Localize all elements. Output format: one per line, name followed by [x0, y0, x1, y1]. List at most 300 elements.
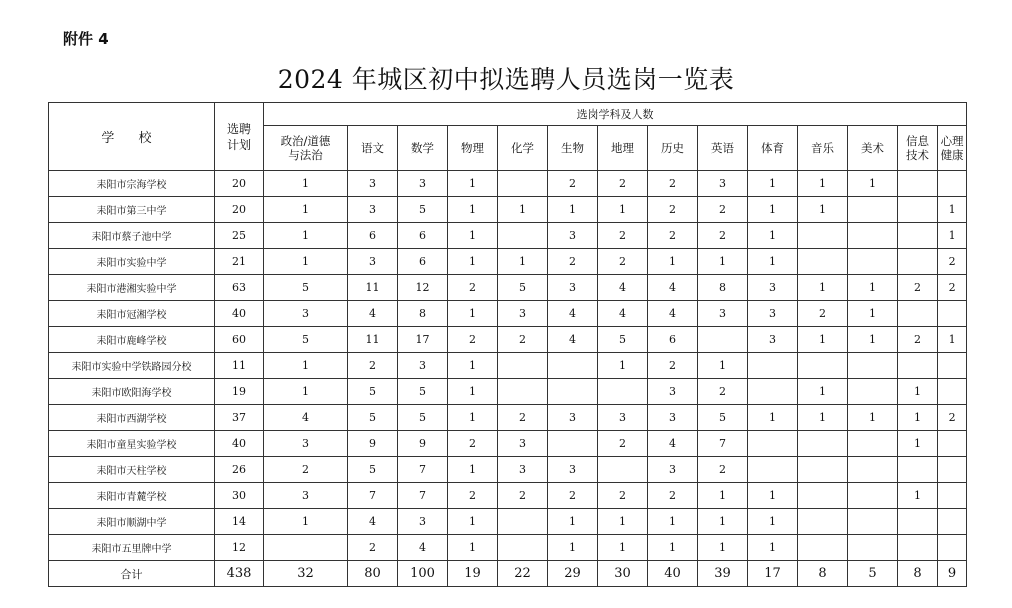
subject-count-cell: 1	[798, 171, 848, 197]
subject-count-cell: 5	[264, 327, 348, 353]
school-name-cell: 耒阳市第三中学	[49, 197, 215, 223]
total-count-cell: 100	[398, 561, 448, 587]
subject-count-cell: 6	[648, 327, 698, 353]
subject-count-cell: 3	[748, 301, 798, 327]
subject-count-cell	[498, 223, 548, 249]
subject-count-cell: 2	[598, 171, 648, 197]
subject-count-cell: 1	[264, 509, 348, 535]
subject-count-cell: 2	[648, 171, 698, 197]
school-name-cell: 耒阳市西湖学校	[49, 405, 215, 431]
subject-count-cell: 3	[748, 275, 798, 301]
subject-count-cell: 3	[498, 301, 548, 327]
subject-count-cell	[848, 457, 898, 483]
total-count-cell: 29	[548, 561, 598, 587]
subject-count-cell	[938, 171, 967, 197]
subject-count-cell	[848, 197, 898, 223]
total-count-cell: 9	[938, 561, 967, 587]
plan-count-cell: 63	[215, 275, 264, 301]
subject-count-cell: 4	[598, 301, 648, 327]
subject-count-cell	[498, 379, 548, 405]
plan-count-cell: 40	[215, 431, 264, 457]
total-label-cell: 合计	[49, 561, 215, 587]
plan-count-cell: 14	[215, 509, 264, 535]
total-count-cell: 30	[598, 561, 648, 587]
subject-count-cell: 1	[448, 509, 498, 535]
subject-count-cell	[898, 535, 938, 561]
plan-count-cell: 25	[215, 223, 264, 249]
subject-count-cell: 3	[264, 431, 348, 457]
subject-count-cell: 7	[348, 483, 398, 509]
header-subject	[848, 126, 898, 171]
total-count-cell: 22	[498, 561, 548, 587]
table-row	[49, 509, 967, 535]
subject-count-cell: 6	[398, 249, 448, 275]
subject-count-cell	[848, 535, 898, 561]
subject-count-cell: 2	[898, 275, 938, 301]
subject-count-cell	[498, 171, 548, 197]
subject-count-cell	[548, 379, 598, 405]
subject-count-cell: 1	[798, 327, 848, 353]
subject-count-cell: 1	[264, 197, 348, 223]
subject-count-cell: 2	[498, 483, 548, 509]
subject-count-cell: 1	[598, 509, 648, 535]
subject-count-cell: 4	[348, 301, 398, 327]
plan-count-cell: 26	[215, 457, 264, 483]
subject-count-cell: 3	[498, 431, 548, 457]
subject-count-cell: 1	[548, 509, 598, 535]
subject-count-cell: 4	[398, 535, 448, 561]
subject-count-cell	[498, 535, 548, 561]
subject-count-cell: 3	[348, 197, 398, 223]
subject-count-cell: 1	[264, 353, 348, 379]
subject-count-cell: 1	[598, 197, 648, 223]
subject-count-cell: 5	[264, 275, 348, 301]
school-name-cell: 耒阳市冠湘学校	[49, 301, 215, 327]
subject-count-cell: 2	[698, 379, 748, 405]
table-row	[49, 483, 967, 509]
subject-count-cell: 2	[898, 327, 938, 353]
subject-count-cell: 1	[848, 327, 898, 353]
header-subject	[748, 126, 798, 171]
plan-count-cell: 30	[215, 483, 264, 509]
header-subject-line1: 信息	[906, 134, 929, 148]
subject-count-cell	[748, 379, 798, 405]
subject-count-cell: 3	[698, 171, 748, 197]
header-subject	[598, 126, 648, 171]
subject-count-cell: 4	[598, 275, 648, 301]
subject-count-cell	[938, 431, 967, 457]
subject-count-cell: 1	[748, 483, 798, 509]
subject-count-cell: 2	[548, 483, 598, 509]
subject-count-cell	[798, 431, 848, 457]
subject-count-cell: 3	[398, 353, 448, 379]
subject-count-cell: 1	[548, 535, 598, 561]
subject-count-cell: 5	[498, 275, 548, 301]
subject-count-cell	[798, 509, 848, 535]
header-subject	[398, 126, 448, 171]
header-subject-line2: 健康	[940, 148, 964, 162]
header-subject-line1: 政治/道德	[280, 134, 331, 148]
table-row	[49, 197, 967, 223]
subject-count-cell: 1	[748, 405, 798, 431]
subject-count-cell	[264, 535, 348, 561]
subject-count-cell: 1	[848, 301, 898, 327]
header-subject	[938, 126, 967, 171]
subject-count-cell: 3	[648, 405, 698, 431]
subject-count-cell: 2	[598, 249, 648, 275]
subject-count-cell: 5	[348, 379, 398, 405]
subject-count-cell	[938, 457, 967, 483]
header-subject	[448, 126, 498, 171]
subject-count-cell: 1	[448, 405, 498, 431]
table-row	[49, 431, 967, 457]
subject-count-cell: 1	[264, 223, 348, 249]
subject-count-cell: 1	[698, 509, 748, 535]
subject-count-cell: 3	[648, 457, 698, 483]
school-name-cell: 耒阳市五里牌中学	[49, 535, 215, 561]
subject-count-cell: 11	[348, 275, 398, 301]
header-subject	[798, 126, 848, 171]
subject-count-cell	[938, 509, 967, 535]
school-name-cell: 耒阳市鹿峰学校	[49, 327, 215, 353]
subject-count-cell: 3	[398, 171, 448, 197]
subject-count-cell: 1	[748, 223, 798, 249]
subject-count-cell: 1	[448, 223, 498, 249]
school-name-cell: 耒阳市欧阳海学校	[49, 379, 215, 405]
subject-count-cell: 2	[264, 457, 348, 483]
subject-count-cell	[548, 353, 598, 379]
subject-count-cell: 4	[348, 509, 398, 535]
plan-count-cell: 19	[215, 379, 264, 405]
total-count-cell: 5	[848, 561, 898, 587]
table-row	[49, 379, 967, 405]
total-count-cell: 8	[898, 561, 938, 587]
header-subject-line1: 美术	[861, 141, 884, 155]
header-subject	[264, 126, 348, 171]
subject-count-cell: 3	[548, 223, 598, 249]
subject-count-cell: 4	[264, 405, 348, 431]
subject-count-cell: 12	[398, 275, 448, 301]
subject-count-cell	[848, 223, 898, 249]
subject-count-cell: 1	[448, 171, 498, 197]
subject-count-cell: 1	[448, 301, 498, 327]
total-count-cell: 40	[648, 561, 698, 587]
subject-count-cell	[498, 353, 548, 379]
subject-count-cell: 7	[398, 457, 448, 483]
subject-count-cell: 2	[648, 197, 698, 223]
subject-count-cell	[848, 509, 898, 535]
subject-count-cell	[798, 353, 848, 379]
subject-count-cell	[898, 509, 938, 535]
subject-count-cell: 1	[448, 197, 498, 223]
subject-count-cell: 2	[548, 249, 598, 275]
subject-count-cell: 9	[398, 431, 448, 457]
header-subject-line1: 体育	[761, 141, 784, 155]
table-row	[49, 353, 967, 379]
subject-count-cell: 3	[264, 483, 348, 509]
header-subject-line1: 化学	[511, 141, 534, 155]
subject-count-cell: 1	[938, 327, 967, 353]
subject-count-cell	[848, 379, 898, 405]
subject-count-cell: 1	[448, 535, 498, 561]
subject-count-cell: 1	[264, 249, 348, 275]
header-subject-group: 选岗学科及人数	[264, 103, 967, 126]
header-subject-line1: 历史	[661, 141, 684, 155]
subject-count-cell: 2	[648, 483, 698, 509]
subject-count-cell: 3	[648, 379, 698, 405]
school-name-cell: 耒阳市蔡子池中学	[49, 223, 215, 249]
subject-count-cell: 2	[348, 353, 398, 379]
total-row	[49, 561, 967, 587]
subject-count-cell: 8	[398, 301, 448, 327]
subject-count-cell	[898, 353, 938, 379]
school-name-cell: 耒阳市宗海学校	[49, 171, 215, 197]
subject-count-cell: 5	[398, 197, 448, 223]
header-plan-line2: 计划	[226, 137, 251, 152]
subject-count-cell: 3	[548, 457, 598, 483]
school-name-cell: 耒阳市实验中学	[49, 249, 215, 275]
header-subject	[698, 126, 748, 171]
subject-count-cell: 1	[698, 249, 748, 275]
subject-count-cell: 3	[398, 509, 448, 535]
subject-count-cell: 1	[648, 535, 698, 561]
subject-count-cell: 7	[398, 483, 448, 509]
subject-count-cell	[848, 353, 898, 379]
header-subject-line1: 数学	[411, 141, 434, 155]
subject-count-cell: 2	[698, 223, 748, 249]
subject-count-cell	[798, 483, 848, 509]
subject-count-cell: 5	[598, 327, 648, 353]
subject-count-cell: 11	[348, 327, 398, 353]
subject-count-cell: 3	[548, 275, 598, 301]
plan-count-cell: 40	[215, 301, 264, 327]
subject-count-cell	[748, 353, 798, 379]
subject-count-cell	[748, 431, 798, 457]
subject-count-cell: 2	[648, 353, 698, 379]
subject-count-cell: 1	[548, 197, 598, 223]
school-name-cell: 耒阳市青麓学校	[49, 483, 215, 509]
total-count-cell: 19	[448, 561, 498, 587]
header-subject-line1: 英语	[711, 141, 734, 155]
total-count-cell: 39	[698, 561, 748, 587]
subject-count-cell: 2	[938, 405, 967, 431]
subject-count-cell: 2	[648, 223, 698, 249]
subject-count-cell	[798, 457, 848, 483]
subject-count-cell: 2	[448, 431, 498, 457]
header-subject-line1: 生物	[561, 141, 584, 155]
subject-count-cell: 1	[938, 197, 967, 223]
subject-count-cell: 2	[598, 431, 648, 457]
subject-count-cell: 1	[598, 353, 648, 379]
header-subject-line1: 音乐	[811, 141, 834, 155]
subject-count-cell	[938, 483, 967, 509]
subject-count-cell: 2	[498, 405, 548, 431]
subject-count-cell: 3	[348, 171, 398, 197]
plan-count-cell: 21	[215, 249, 264, 275]
table-row	[49, 171, 967, 197]
subject-count-cell: 1	[748, 535, 798, 561]
title-text: 年城区初中拟选聘人员选岗一览表	[351, 65, 735, 94]
school-name-cell: 耒阳市实验中学铁路园分校	[49, 353, 215, 379]
total-count-cell: 438	[215, 561, 264, 587]
subject-count-cell: 4	[648, 431, 698, 457]
subject-count-cell: 8	[698, 275, 748, 301]
total-count-cell: 32	[264, 561, 348, 587]
subject-count-cell: 5	[348, 405, 398, 431]
subject-count-cell	[898, 223, 938, 249]
school-name-cell: 耒阳市港湘实验中学	[49, 275, 215, 301]
school-name-cell: 耒阳市天柱学校	[49, 457, 215, 483]
subject-count-cell: 2	[698, 457, 748, 483]
header-subject	[498, 126, 548, 171]
subject-count-cell: 1	[264, 171, 348, 197]
subject-count-cell: 1	[448, 249, 498, 275]
subject-count-cell: 1	[448, 379, 498, 405]
subject-count-cell	[938, 379, 967, 405]
plan-count-cell: 20	[215, 171, 264, 197]
subject-count-cell	[898, 197, 938, 223]
subject-count-cell: 3	[348, 249, 398, 275]
subject-count-cell: 1	[798, 197, 848, 223]
subject-count-cell: 1	[748, 509, 798, 535]
header-subject-line1: 心理	[940, 134, 964, 148]
header-plan	[215, 103, 264, 171]
table-row	[49, 249, 967, 275]
table-row	[49, 301, 967, 327]
subject-count-cell: 4	[548, 301, 598, 327]
subject-count-cell: 3	[264, 301, 348, 327]
header-subject-line1: 语文	[361, 141, 384, 155]
header-subject-line1: 地理	[611, 141, 634, 155]
header-subject	[648, 126, 698, 171]
subject-count-cell: 3	[598, 405, 648, 431]
subject-count-cell: 1	[798, 405, 848, 431]
subject-count-cell: 5	[698, 405, 748, 431]
subject-count-cell: 2	[938, 249, 967, 275]
table-row	[49, 405, 967, 431]
subject-count-cell: 1	[898, 431, 938, 457]
subject-count-cell: 1	[748, 171, 798, 197]
subject-count-cell	[898, 171, 938, 197]
subject-count-cell: 1	[748, 249, 798, 275]
plan-count-cell: 60	[215, 327, 264, 353]
subject-count-cell: 1	[848, 171, 898, 197]
subject-count-cell: 5	[398, 405, 448, 431]
subject-count-cell	[698, 327, 748, 353]
subject-count-cell: 2	[598, 223, 648, 249]
subject-count-cell: 1	[898, 379, 938, 405]
header-row-group	[49, 103, 967, 126]
subject-count-cell: 7	[698, 431, 748, 457]
school-name-cell: 耒阳市顺湖中学	[49, 509, 215, 535]
subject-count-cell: 1	[498, 197, 548, 223]
plan-count-cell: 37	[215, 405, 264, 431]
header-subject-line1: 物理	[461, 141, 484, 155]
subject-count-cell	[598, 379, 648, 405]
table-row	[49, 535, 967, 561]
header-plan-line1: 选聘	[226, 121, 251, 136]
subject-count-cell	[938, 353, 967, 379]
subject-count-cell: 4	[548, 327, 598, 353]
plan-count-cell: 11	[215, 353, 264, 379]
subject-count-cell	[798, 223, 848, 249]
subject-count-cell: 3	[748, 327, 798, 353]
subject-count-cell: 6	[398, 223, 448, 249]
subject-count-cell	[848, 431, 898, 457]
table-row	[49, 223, 967, 249]
subject-count-cell: 1	[848, 405, 898, 431]
subject-count-cell: 1	[848, 275, 898, 301]
header-school: 学 校	[49, 103, 215, 171]
subject-count-cell: 1	[698, 535, 748, 561]
subject-count-cell	[938, 301, 967, 327]
subject-count-cell	[748, 457, 798, 483]
subject-count-cell: 1	[698, 353, 748, 379]
subject-count-cell: 9	[348, 431, 398, 457]
subject-count-cell: 5	[348, 457, 398, 483]
subject-count-cell	[798, 535, 848, 561]
subject-count-cell: 1	[798, 275, 848, 301]
subject-count-cell	[898, 457, 938, 483]
header-subject	[548, 126, 598, 171]
table-row	[49, 275, 967, 301]
subject-count-cell	[548, 431, 598, 457]
subject-count-cell: 1	[448, 457, 498, 483]
total-count-cell: 80	[348, 561, 398, 587]
subject-count-cell: 3	[698, 301, 748, 327]
subject-count-cell: 2	[448, 327, 498, 353]
subject-count-cell: 1	[648, 509, 698, 535]
subject-count-cell: 3	[548, 405, 598, 431]
subject-count-cell	[938, 535, 967, 561]
subject-count-cell: 1	[938, 223, 967, 249]
subject-count-cell	[848, 483, 898, 509]
total-count-cell: 8	[798, 561, 848, 587]
page-title	[0, 60, 1012, 96]
subject-count-cell: 5	[398, 379, 448, 405]
subject-count-cell: 2	[798, 301, 848, 327]
total-count-cell: 17	[748, 561, 798, 587]
subject-count-cell: 2	[598, 483, 648, 509]
subject-count-cell: 2	[698, 197, 748, 223]
subject-count-cell	[848, 249, 898, 275]
subject-count-cell	[798, 249, 848, 275]
selection-table	[48, 102, 967, 587]
subject-count-cell	[598, 457, 648, 483]
subject-count-cell: 17	[398, 327, 448, 353]
subject-count-cell: 1	[598, 535, 648, 561]
subject-count-cell: 1	[498, 249, 548, 275]
table-row	[49, 327, 967, 353]
subject-count-cell: 1	[898, 405, 938, 431]
subject-count-cell: 2	[498, 327, 548, 353]
subject-count-cell: 1	[264, 379, 348, 405]
plan-count-cell: 20	[215, 197, 264, 223]
plan-count-cell: 12	[215, 535, 264, 561]
subject-count-cell: 1	[648, 249, 698, 275]
header-subject-line2: 与法治	[288, 148, 323, 162]
subject-count-cell: 1	[448, 353, 498, 379]
subject-count-cell: 2	[348, 535, 398, 561]
subject-count-cell	[898, 249, 938, 275]
school-name-cell: 耒阳市童星实验学校	[49, 431, 215, 457]
subject-count-cell	[498, 509, 548, 535]
subject-count-cell: 2	[548, 171, 598, 197]
subject-count-cell: 1	[748, 197, 798, 223]
subject-count-cell: 1	[798, 379, 848, 405]
subject-count-cell: 1	[698, 483, 748, 509]
subject-count-cell	[898, 301, 938, 327]
